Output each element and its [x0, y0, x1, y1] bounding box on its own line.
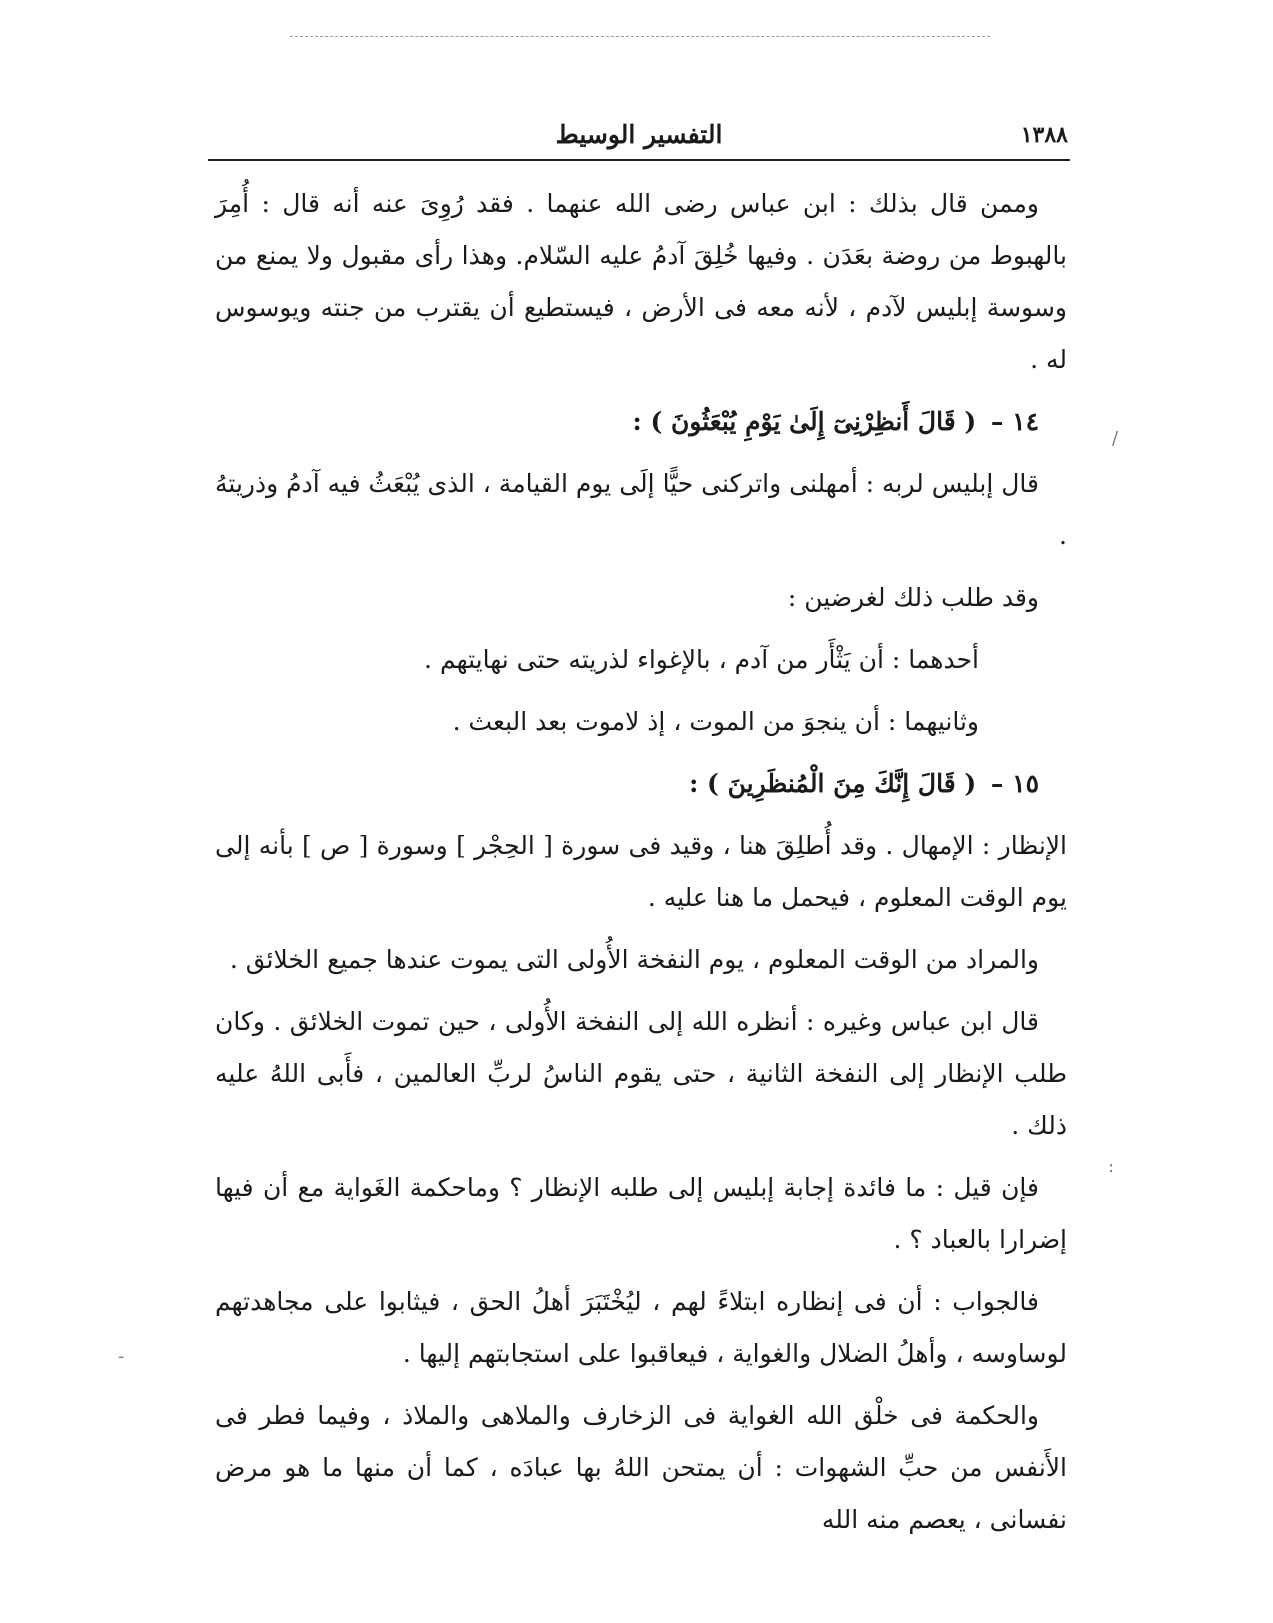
paragraph: والمراد من الوقت المعلوم ، يوم النفخة الأُولى التى يموت عندها جميع الخلائق .	[229, 945, 1039, 974]
page-number: ١٣٨٨	[1020, 122, 1068, 148]
purpose-item-1: أحدهما : أن يَثْأَر من آدم ، بالإغواء لذريته حتى نهايتهم .	[424, 645, 979, 674]
body-text	[215, 178, 1067, 1556]
margin-mark: /	[1112, 428, 1119, 449]
verse-text: ( قَالَ أَنظِرْنِىٓ إِلَىٰ يَوْمِ يُبْعَثُونَ ) :	[632, 407, 977, 436]
margin-mark: -	[118, 1346, 125, 1367]
purpose-item-2: وثانيهما : أن ينجوَ من الموت ، إذ لاموت بعد البعث .	[452, 707, 979, 736]
paragraph: فالجواب : أن فى إنظاره ابتلاءً لهم ، ليُخْتَبَرَ أهلُ الحق ، فيثابوا على مجاهدتهم لوساوسه ، وأهلُ الضلال والغواية ، فيعاقبوا على استجابتهم إليها .	[215, 1287, 1067, 1368]
verse-text: ( قَالَ إِنَّكَ مِنَ الْمُنظَرِينَ ) :	[689, 769, 977, 798]
paragraph: فإن قيل : ما فائدة إجابة إبليس إلى طلبه الإنظار ؟ وماحكمة الغَواية مع أن فيها إضرارا بالعباد ؟ .	[215, 1173, 1067, 1254]
verse-heading-14	[215, 396, 1067, 448]
paragraph: قال ابن عباس وغيره : أنظره الله إلى النفخة الأُولى ، حين تموت الخلائق . وكان طلب الإنظار إلى النفخة الثانية ، حتى يقوم الناسُ لربِّ العالمين ، فأَبى اللهُ عليه ذلك .	[215, 1007, 1067, 1140]
paragraph: والحكمة فى خلْق الله الغواية فى الزخارف والملاهى والملاذ ، وفيما فطر فى الأَنفس من حبِّ الشهوات : أن يمتحن اللهُ بها عبادَه ، كما أن منها ما هو مرض نفسانى ، يعصم منه الله	[215, 1401, 1067, 1534]
paragraph-intro: وممن قال بذلك : ابن عباس رضى الله عنهما . فقد رُوِىَ عنه أنه قال : أُمِرَ بالهبوط من روضة بعَدَن . وفيها خُلِقَ آدمُ عليه السّلام. وهذا رأى مقبول ولا يمنع من وسوسة إبليس لآدم ، لأنه معه فى الأرض ، فيستطيع أن يقترب من جنته ويوسوس له .	[215, 189, 1067, 374]
page-header	[208, 118, 1070, 158]
paragraph: وقد طلب ذلك لغرضين :	[787, 583, 1039, 612]
verse-number: ١٥ –	[990, 769, 1039, 798]
header-rule	[208, 159, 1070, 161]
scan-edge-line	[290, 36, 990, 37]
margin-mark: :	[1108, 1156, 1115, 1177]
running-title: التفسير الوسيط	[555, 120, 723, 149]
paragraph: قال إبليس لربه : أمهلنى واتركنى حيًّا إلَى يوم القيامة ، الذى يُبْعَثُ فيه آدمُ وذريتهُ .	[215, 469, 1067, 550]
paragraph: الإنظار : الإمهال . وقد أُطلِقَ هنا ، وقيد فى سورة [ الحِجْر ] وسورة [ ص ] بأنه إلى يوم الوقت المعلوم ، فيحمل ما هنا عليه .	[215, 831, 1067, 912]
verse-heading-15	[215, 758, 1067, 810]
verse-number: ١٤ –	[990, 407, 1039, 436]
